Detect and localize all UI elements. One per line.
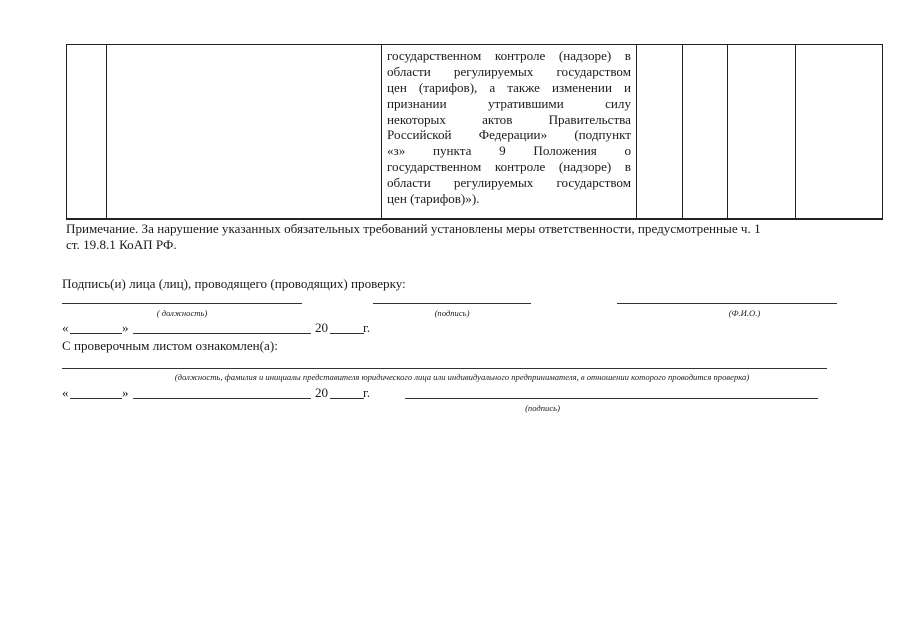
year-prefix: 20: [315, 320, 329, 335]
signature-caption: (подпись): [434, 308, 470, 318]
month-line[interactable]: [133, 333, 311, 334]
year-prefix-2: 20: [315, 385, 329, 400]
representative-signature-caption: (подпись): [525, 403, 560, 413]
reference-line: цен (тарифов)»).: [387, 191, 480, 207]
name-line[interactable]: [617, 303, 837, 304]
answer-no-cell: [683, 45, 728, 220]
answer-yes-cell: [637, 45, 683, 220]
representative-caption: (должность, фамилия и инициалы представителя юридического лица или индивидуального предпринимателя, в отношении которого проводится проверка): [174, 372, 750, 382]
signatures-heading: Подпись(и) лица (лиц), проводящего (проводящих) проверку:: [62, 276, 406, 291]
reference-line: «з» пункта 9 Положения о: [387, 143, 631, 159]
date-open-quote-2: «: [62, 385, 69, 400]
year-line-2[interactable]: [330, 398, 364, 399]
legal-reference-text: [382, 45, 636, 207]
reference-line: государственном контроле (надзоре) в: [387, 159, 631, 175]
reference-line: области регулируемых государством: [387, 175, 631, 191]
acquaint-heading: С проверочным листом ознакомлен(а):: [62, 338, 278, 353]
reference-line: признании утратившими силу: [387, 95, 631, 111]
month-line-2[interactable]: [133, 398, 311, 399]
answer-na-cell: [728, 45, 796, 220]
reference-line: области регулируемых государством: [387, 63, 631, 79]
year-suffix-2: г.: [363, 385, 371, 400]
number-cell: [67, 45, 107, 220]
note-line: ст. 19.8.1 КоАП РФ.: [66, 237, 177, 252]
reference-line: Российской Федерации» (подпункт: [387, 127, 631, 143]
day-line-2[interactable]: [70, 398, 122, 399]
position-line[interactable]: [62, 303, 302, 304]
note: [66, 221, 866, 253]
name-caption: (Ф.И.О.): [728, 308, 761, 318]
table-row: [67, 45, 883, 220]
date-close-quote-2: »: [122, 385, 129, 400]
date-open-quote: «: [62, 320, 69, 335]
reference-line: цен (тарифов), а также изменении и: [387, 79, 631, 95]
legal-reference-cell: [382, 45, 637, 220]
representative-signature-line[interactable]: [405, 398, 818, 399]
comment-cell: [796, 45, 883, 220]
position-caption: ( должность): [156, 308, 208, 318]
signature-line[interactable]: [373, 303, 531, 304]
year-suffix: г.: [363, 320, 371, 335]
requirements-table: [66, 44, 883, 220]
date-close-quote: »: [122, 320, 129, 335]
reference-line: государственном контроле (надзоре) в: [387, 48, 631, 63]
question-cell: [107, 45, 382, 220]
representative-line[interactable]: [62, 368, 827, 369]
reference-line: некоторых актов Правительства: [387, 111, 631, 127]
day-line[interactable]: [70, 333, 122, 334]
year-line[interactable]: [330, 333, 364, 334]
note-line: Примечание. За нарушение указанных обязательных требований установлены меры ответственности, предусмотренные ч. 1: [66, 221, 761, 236]
